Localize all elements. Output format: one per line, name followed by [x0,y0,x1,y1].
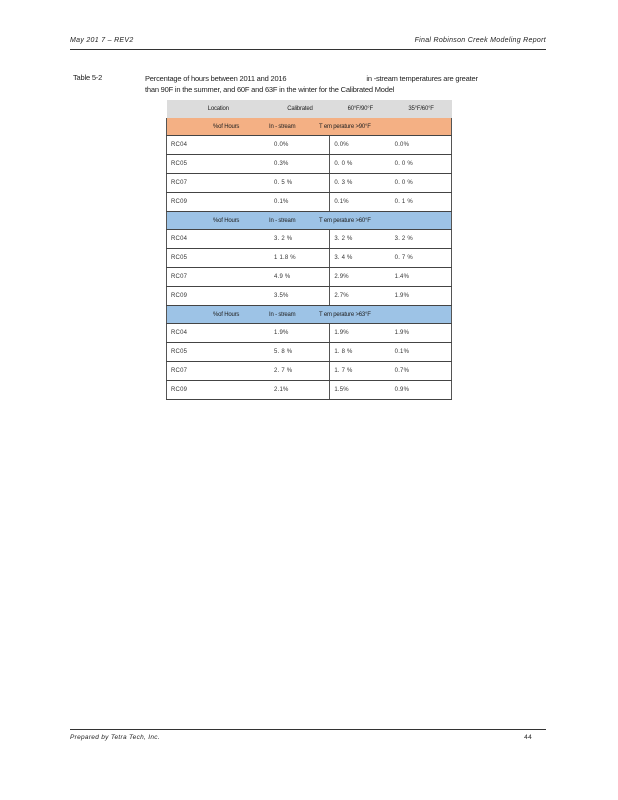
cell-location: RC04 [167,230,271,249]
cell-35-60: 0. 0 % [391,174,452,193]
cell-location: RC05 [167,343,271,362]
cell-35-60: 0.1% [391,343,452,362]
cell-35-60: 1.4% [391,268,452,287]
cell-35-60: 1.9% [391,324,452,343]
cell-location: RC07 [167,174,271,193]
cell-location: RC07 [167,362,271,381]
band-label: T em perature >90°F [319,123,371,130]
footer-prepared-by: Prepared by Tetra Tech, Inc. [70,734,160,741]
cell-location: RC05 [167,249,271,268]
band-label: %of Hours [213,217,240,224]
cell-calibrated: 3. 2 % [270,230,330,249]
band-label: T em perature >60°F [319,217,371,224]
caption-line1-b: in -stream temperatures are greater [366,74,478,83]
page-header [70,37,546,49]
cell-60-90: 0.0% [330,136,391,155]
footer-rule [70,729,546,730]
cell-calibrated: 1 1.8 % [270,249,330,268]
cell-location: RC04 [167,136,271,155]
cell-35-60: 0. 7 % [391,249,452,268]
band-label: %of Hours [213,311,240,318]
cell-location: RC05 [167,155,271,174]
cell-location: RC04 [167,324,271,343]
band-row [167,212,452,230]
cell-60-90: 0. 3 % [330,174,391,193]
table-row [167,343,452,362]
band-label: In - stream [269,311,296,318]
table-caption-label: Table 5-2 [73,73,103,82]
cell-calibrated: 4.9 % [270,268,330,287]
cell-location: RC07 [167,268,271,287]
cell-60-90: 3. 4 % [330,249,391,268]
table-row [167,249,452,268]
band-label: T em perature >63°F [319,311,371,318]
cell-60-90: 2.7% [330,287,391,306]
table-row [167,136,452,155]
cell-35-60: 0.9% [391,381,452,400]
table-row [167,362,452,381]
cell-60-90: 0.1% [330,193,391,212]
cell-60-90: 1.9% [330,324,391,343]
band-row [167,306,452,324]
header-date-revision: May 201 7 – REV2 [70,37,134,44]
col-header-35-60: 35°F/60°F [391,100,452,118]
cell-calibrated: 0. 5 % [270,174,330,193]
cell-calibrated: 1.9% [270,324,330,343]
page-number: 44 [524,734,532,741]
cell-35-60: 0. 0 % [391,155,452,174]
cell-35-60: 0.0% [391,136,452,155]
cell-35-60: 0.7% [391,362,452,381]
cell-60-90: 3. 2 % [330,230,391,249]
cell-35-60: 3. 2 % [391,230,452,249]
cell-calibrated: 2.1% [270,381,330,400]
cell-calibrated: 0.1% [270,193,330,212]
table-row [167,155,452,174]
cell-60-90: 1. 8 % [330,343,391,362]
page-footer [70,734,532,746]
cell-calibrated: 3.5% [270,287,330,306]
table-row [167,381,452,400]
header-rule [70,49,546,50]
cell-calibrated: 2. 7 % [270,362,330,381]
temperature-table [166,100,452,400]
table-row [167,193,452,212]
cell-location: RC09 [167,381,271,400]
table-row [167,287,452,306]
table-header-row [167,100,452,118]
caption-line2: than 90F in the summer, and 60F and 63F in the winter for the Calibrated Model [145,85,395,94]
table-row [167,268,452,287]
band-row [167,118,452,136]
cell-location: RC09 [167,287,271,306]
table-caption-text [145,73,505,95]
cell-60-90: 1. 7 % [330,362,391,381]
cell-35-60: 1.9% [391,287,452,306]
cell-60-90: 0. 0 % [330,155,391,174]
band-label: In - stream [269,217,296,224]
table-row [167,230,452,249]
col-header-location: Location [167,100,271,118]
col-header-calibrated: Calibrated [270,100,330,118]
table-row [167,324,452,343]
header-report-title: Final Robinson Creek Modeling Report [414,37,546,44]
cell-60-90: 1.5% [330,381,391,400]
cell-calibrated: 5. 8 % [270,343,330,362]
table-row [167,174,452,193]
cell-calibrated: 0.0% [270,136,330,155]
cell-35-60: 0. 1 % [391,193,452,212]
band-label: In - stream [269,123,296,130]
col-header-60-90: 60°F/90°F [330,100,391,118]
cell-calibrated: 0.3% [270,155,330,174]
caption-line1-a: Percentage of hours between 2011 and 2016 [145,74,287,83]
cell-60-90: 2.9% [330,268,391,287]
cell-location: RC09 [167,193,271,212]
band-label: %of Hours [213,123,240,130]
